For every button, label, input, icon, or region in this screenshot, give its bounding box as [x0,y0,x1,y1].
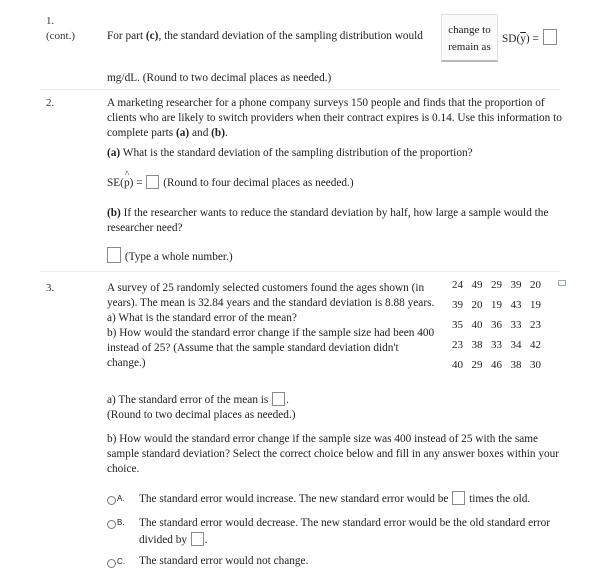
text: The standard error would decrease. The new standard error would be the old standard error divided by [139,517,551,546]
problem-1-number: 1. [46,15,55,27]
age-cell: 33 [491,339,502,351]
age-cell: 30 [530,359,541,371]
ages-row [452,338,550,358]
age-cell: 49 [471,279,483,291]
choice-letter: A. [117,494,125,503]
part-c-label: (c) [145,30,159,42]
sd-label-post: ) = [525,33,539,45]
age-cell: 23 [452,339,463,351]
problem-2-part-a-question [107,146,567,161]
age-cell: 38 [471,339,483,351]
sd-y-answer-box[interactable] [543,29,557,45]
ages-row [452,358,550,378]
ages-row [452,298,550,318]
problem-2-part-b-question [107,206,567,236]
se-p-answer-box[interactable] [146,175,159,189]
dropdown-option-remain-as[interactable]: remain as [448,41,491,53]
choice-letter: C. [117,557,125,566]
part-b-label: (b) [107,207,121,219]
radio-icon[interactable] [107,496,116,505]
problem-2-number: 2. [46,97,55,109]
age-cell: 35 [452,319,463,331]
text: The standard error would increase. The new standard error would be [139,493,449,505]
text: and [189,127,212,139]
choice-b-selector[interactable] [107,515,125,533]
problem-1-cont-label: (cont.) [46,30,76,42]
age-cell: 34 [510,339,522,351]
text: What is the standard deviation of the sampling distribution of the proportion? [120,147,473,159]
problem-3-intro-text: A survey of 25 randomly selected customers found the ages shown (in years). The mean is 32.84 years and the standard deviation is 8.88 years. [107,282,435,309]
text: . [204,534,208,546]
sd-y-answer-group [502,29,558,47]
part-b-ref: (b) [211,127,225,139]
se-label-post: ) = [129,177,143,189]
problem-1-unit-hint: mg/dL. (Round to two decimal places as needed.) [107,72,332,84]
age-cell: 43 [510,299,522,311]
age-cell: 20 [530,279,541,291]
problem-3-question-a: a) What is the standard error of the mean? [107,312,297,324]
age-cell: 36 [491,319,502,331]
age-cell: 42 [530,339,541,351]
choice-a-selector[interactable] [107,491,125,509]
divider [40,89,560,90]
increase-factor-answer-box[interactable] [452,491,465,505]
choice-b-text [139,515,564,549]
age-cell: 19 [530,299,541,311]
problem-3-part-b-prompt: b) How would the standard error change if the sample size was 400 instead of 25 with the same sample standard deviation? Select the correct choice below and fill in any answer boxes within your choice. [107,433,560,475]
age-cell: 24 [452,279,463,291]
problem-3-intro [107,281,437,371]
problem-3-number: 3. [46,282,55,294]
sd-label-pre: SD( [502,33,521,45]
text: times the old. [469,493,531,505]
text: . [286,394,289,406]
age-cell: 20 [471,299,483,311]
radio-icon[interactable] [107,520,116,529]
choice-c-text: The standard error would not change. [139,555,309,567]
age-cell: 29 [491,279,502,291]
se-round-hint: (Round to four decimal places as needed.) [163,177,354,189]
text: A marketing researcher for a phone company surveys 150 people and finds that the proportion of clients who are likely to switch providers when their contract expires is 0.14. Use this information to complete parts [107,97,562,139]
standard-error-answer-box[interactable] [272,392,285,406]
sample-size-hint: (Type a whole number.) [124,251,233,263]
problem-3-answer-a-group [107,392,557,423]
ages-row [452,278,550,298]
choice-a-text [139,491,564,507]
radio-icon[interactable] [107,559,116,568]
se-p-answer-group [107,175,557,191]
age-cell: 39 [510,279,522,291]
y-bar-symbol: $\overline{y}$ [520,33,526,45]
problem-1-statement [107,29,423,44]
choice-letter: B. [117,518,125,527]
text: , the standard deviation of the sampling distribution would [158,30,423,42]
part-a-ref: (a) [176,127,190,139]
age-cell: 23 [530,319,541,331]
sample-size-answer-box[interactable] [107,247,121,263]
change-remain-dropdown[interactable] [441,14,498,62]
sample-size-answer-group [107,247,557,265]
part-a-label: (a) [107,147,121,159]
choice-c-selector[interactable] [107,554,125,572]
data-popout-icon[interactable] [558,280,566,286]
age-cell: 29 [471,359,483,371]
age-cell: 40 [452,359,463,371]
text: . [224,127,228,139]
divider [40,271,560,272]
problem-3-question-b: b) How would the standard error change if the sample size had been 400 instead of 25? (Assume that the sample standard deviation didn't change.) [107,327,435,369]
ages-row [452,318,550,338]
p-hat-symbol: ^ p [124,176,130,191]
age-cell: 33 [510,319,522,331]
age-cell: 19 [491,299,502,311]
text: If the researcher wants to reduce the standard deviation by half, how large a sample would the researcher need? [107,207,549,234]
age-cell: 38 [510,359,522,371]
age-cell: 46 [491,359,502,371]
age-cell: 39 [452,299,463,311]
age-cell: 40 [471,319,483,331]
answer-a-round-hint: (Round to two decimal places as needed.) [107,409,296,421]
ages-data-table [452,278,550,378]
se-label-pre: SE( [107,177,124,189]
text: For part [107,30,146,42]
answer-a-label: a) The standard error of the mean is [107,394,269,406]
dropdown-option-change-to[interactable]: change to [448,24,491,36]
problem-2-intro [107,96,567,141]
divisor-answer-box[interactable] [191,532,204,546]
